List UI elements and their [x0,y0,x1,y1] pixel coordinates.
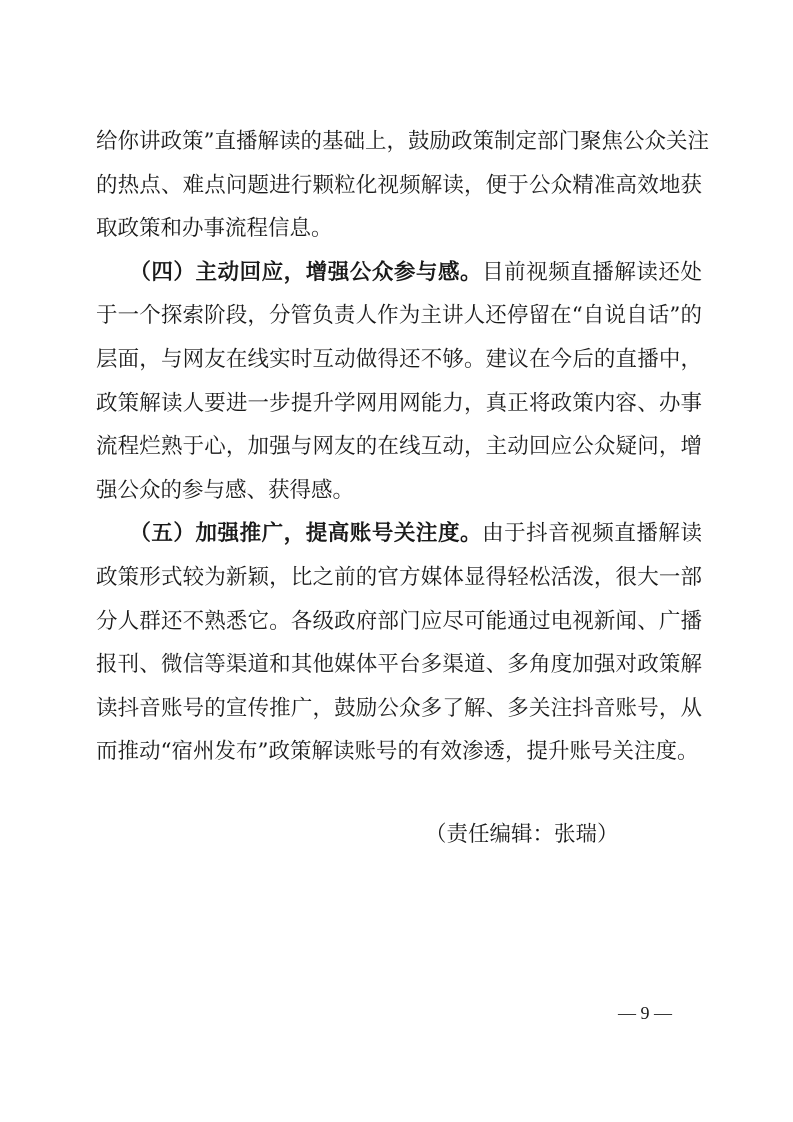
paragraph-line: 而推动“宿州发布”政策解读账号的有效渗透，提升账号关注度。 [96,739,699,765]
body-text [96,120,709,774]
paragraph-line: 取政策和办事流程信息。 [96,216,333,242]
section-four-heading: （四）主动回应，增强公众参与感。 [140,259,483,285]
paragraph-line: 的热点、难点问题进行颗粒化视频解读，便于公众精准高效地获 [96,172,702,198]
page-number: — 9 — [618,1003,672,1023]
paragraph-line: 政策解读人要进一步提升学网用网能力，真正将政策内容、办事 [96,390,702,416]
section-four-first-line-text: 目前视频直播解读还处 [482,259,702,285]
section-five-first-line-text: 由于抖音视频直播解读 [482,521,702,547]
paragraph-line: 于一个探索阶段，分管负责人作为主讲人还停留在“自说自话”的 [96,303,702,329]
paragraph-line: 读抖音账号的宣传推广，鼓励公众多了解、多关注抖音账号，从 [96,695,702,721]
paragraph-line: 强公众的参与感、获得感。 [96,477,355,503]
paragraph-line: 分人群还不熟悉它。各级政府部门应尽可能通过电视新闻、广播 [96,608,702,634]
section-five-first-line [96,512,702,556]
section-five-heading: （五）加强推广，提高账号关注度。 [140,521,483,547]
paragraph-line: 给你讲政策”直播解读的基础上，鼓励政策制定部门聚焦公众关注 [96,129,709,154]
paragraph-line: 流程烂熟于心，加强与网友的在线互动，主动回应公众疑问，增 [96,434,702,460]
paragraph-line: 报刊、微信等渠道和其他媒体平台多渠道、多角度加强对政策解 [96,652,702,678]
editor-note: （责任编辑：张瑞） [425,822,619,847]
paragraph-line: 层面，与网友在线实时互动做得还不够。建议在今后的直播中， [96,346,702,372]
paragraph-line: 政策形式较为新颖，比之前的官方媒体显得轻松活泼，很大一部 [96,564,702,590]
section-four-first-line [96,251,702,295]
